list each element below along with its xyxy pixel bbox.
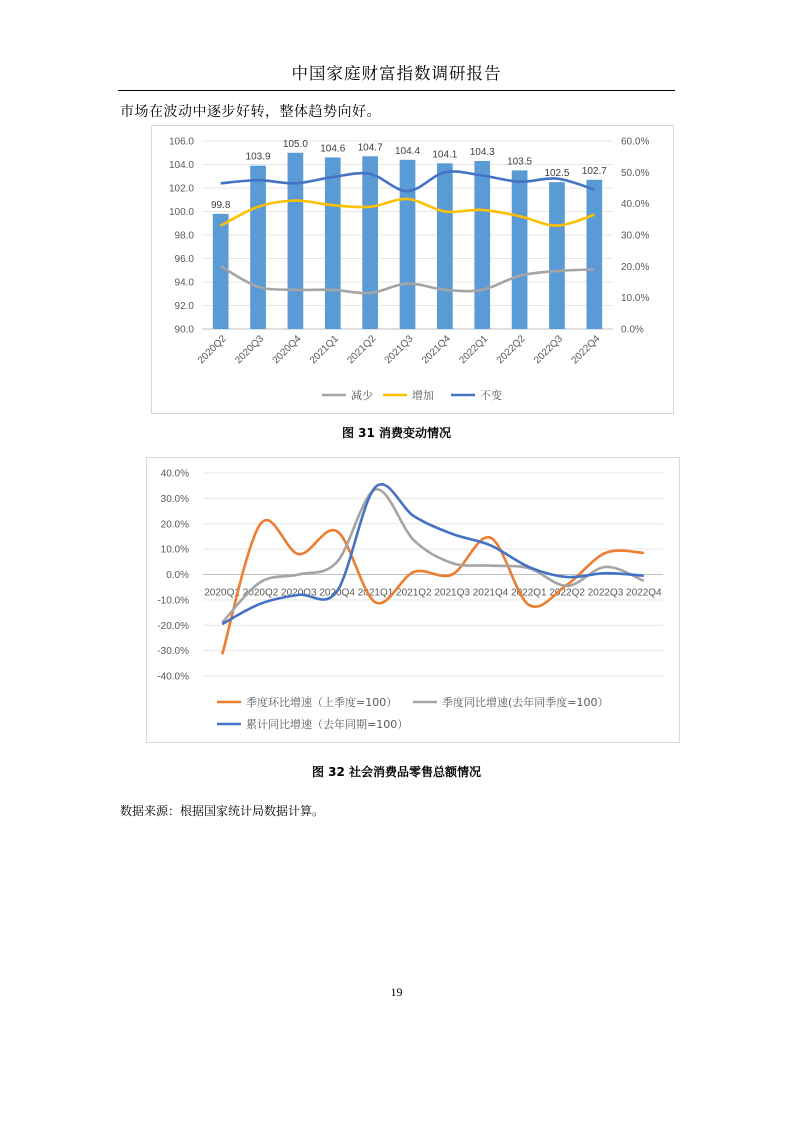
y-axis-tick-label: -40.0% [157,671,189,683]
figure-31-chart [151,125,674,414]
x-axis-tick-label: 2021Q4 [472,587,509,599]
bar-data-label: 102.5 [544,168,570,180]
y-axis-tick-label: 30.0% [160,493,189,505]
y-axis-tick-label: 20.0% [160,519,189,531]
right-axis-tick-label: 20.0% [621,261,650,273]
left-axis-tick-label: 92.0 [174,301,194,312]
x-axis-tick-label: 2021Q1 [357,587,394,599]
x-axis-tick-label: 2021Q3 [434,587,470,599]
x-axis-tick-label: 2021Q3 [382,333,416,367]
figure-31-caption: 图 31 消费变动情况 [341,426,452,440]
x-axis-tick-label: 2022Q3 [532,333,566,367]
left-axis-tick-label: 104.0 [168,160,194,171]
x-axis-tick-label: 2020Q2 [242,587,279,599]
bar-data-label: 99.8 [210,199,231,211]
retail-sales-chart-svg [147,458,679,742]
bar [474,161,490,329]
bar [250,166,266,329]
header-rule [118,90,675,91]
left-axis-tick-label: 90.0 [174,324,194,336]
x-axis-tick-label: 2022Q4 [626,587,662,599]
x-axis-tick-label: 2020Q4 [270,333,304,367]
figure-32-chart [146,457,680,743]
bar [586,180,602,329]
bar [325,157,341,329]
right-axis-tick-label: 60.0% [621,136,650,148]
y-axis-tick-label: -20.0% [157,620,189,632]
running-header: 中国家庭财富指数调研报告 [291,64,502,83]
bar [362,156,378,329]
x-axis-tick-label: 2020Q2 [195,333,229,367]
x-axis-tick-label: 2021Q1 [307,333,341,367]
left-axis-tick-label: 96.0 [174,254,194,265]
x-axis-tick-label: 2021Q2 [396,587,432,599]
x-axis-tick-label: 2021Q4 [420,333,453,367]
legend-label: 季度同比增速(去年同季度=100） [442,696,609,709]
left-axis-tick-label: 98.0 [174,230,194,242]
bar-data-label: 103.9 [245,151,271,163]
right-axis-tick-label: 50.0% [621,167,650,179]
consumption-change-chart-svg [152,126,673,413]
bar-data-label: 104.1 [432,149,458,161]
right-axis-tick-label: 40.0% [621,199,650,211]
y-axis-tick-label: -10.0% [157,595,189,607]
right-axis-tick-label: 0.0% [621,324,644,336]
x-axis-tick-label: 2020Q1 [204,587,240,599]
right-axis-tick-label: 10.0% [621,293,650,305]
legend-label: 不变 [480,389,502,402]
left-axis-tick-label: 106.0 [168,136,194,148]
x-axis-tick-label: 2022Q3 [587,587,624,599]
bar-data-label: 104.7 [357,142,383,154]
y-axis-tick-label: 0.0% [166,570,189,581]
y-axis-tick-label: 40.0% [160,468,189,480]
x-axis-tick-label: 2020Q3 [233,333,267,367]
legend-label: 减少 [351,389,373,402]
bar [512,170,528,329]
bar-data-label: 104.3 [469,146,495,158]
bar [400,160,416,329]
left-axis-tick-label: 102.0 [168,183,194,195]
bar [437,163,453,329]
intro-paragraph: 市场在波动中逐步好转，整体趋势向好。 [120,104,381,120]
left-axis-tick-label: 100.0 [168,207,194,218]
y-axis-tick-label: -30.0% [157,646,189,658]
x-axis-tick-label: 2022Q2 [549,587,585,599]
bar [288,153,304,329]
legend-label: 累计同比增速（去年同期=100） [246,718,409,731]
x-axis-tick-label: 2022Q1 [457,333,491,367]
bar-data-label: 104.6 [320,143,346,155]
series-line [222,489,644,622]
x-axis-tick-label: 2020Q4 [319,587,355,599]
source-note: 数据来源：根据国家统计局数据计算。 [120,804,325,818]
bar-data-label: 102.7 [581,165,607,177]
bar-data-label: 103.5 [507,156,533,168]
bar-data-label: 104.4 [394,145,421,157]
x-axis-tick-label: 2020Q3 [281,587,317,599]
bar [549,182,565,329]
right-axis-tick-label: 30.0% [621,230,650,242]
x-axis-tick-label: 2022Q2 [494,333,528,367]
x-axis-tick-label: 2022Q1 [511,587,547,599]
legend-label: 增加 [412,389,434,402]
x-axis-tick-label: 2022Q4 [569,333,603,367]
bar [213,214,229,329]
bar-data-label: 105.0 [282,138,308,150]
figure-32-caption: 图 32 社会消费品零售总额情况 [311,765,482,779]
x-axis-tick-label: 2021Q2 [345,333,379,367]
left-axis-tick-label: 94.0 [174,277,194,289]
legend-label: 季度环比增速（上季度=100） [246,696,398,709]
page-number: 19 [390,985,403,999]
y-axis-tick-label: 10.0% [160,544,189,556]
